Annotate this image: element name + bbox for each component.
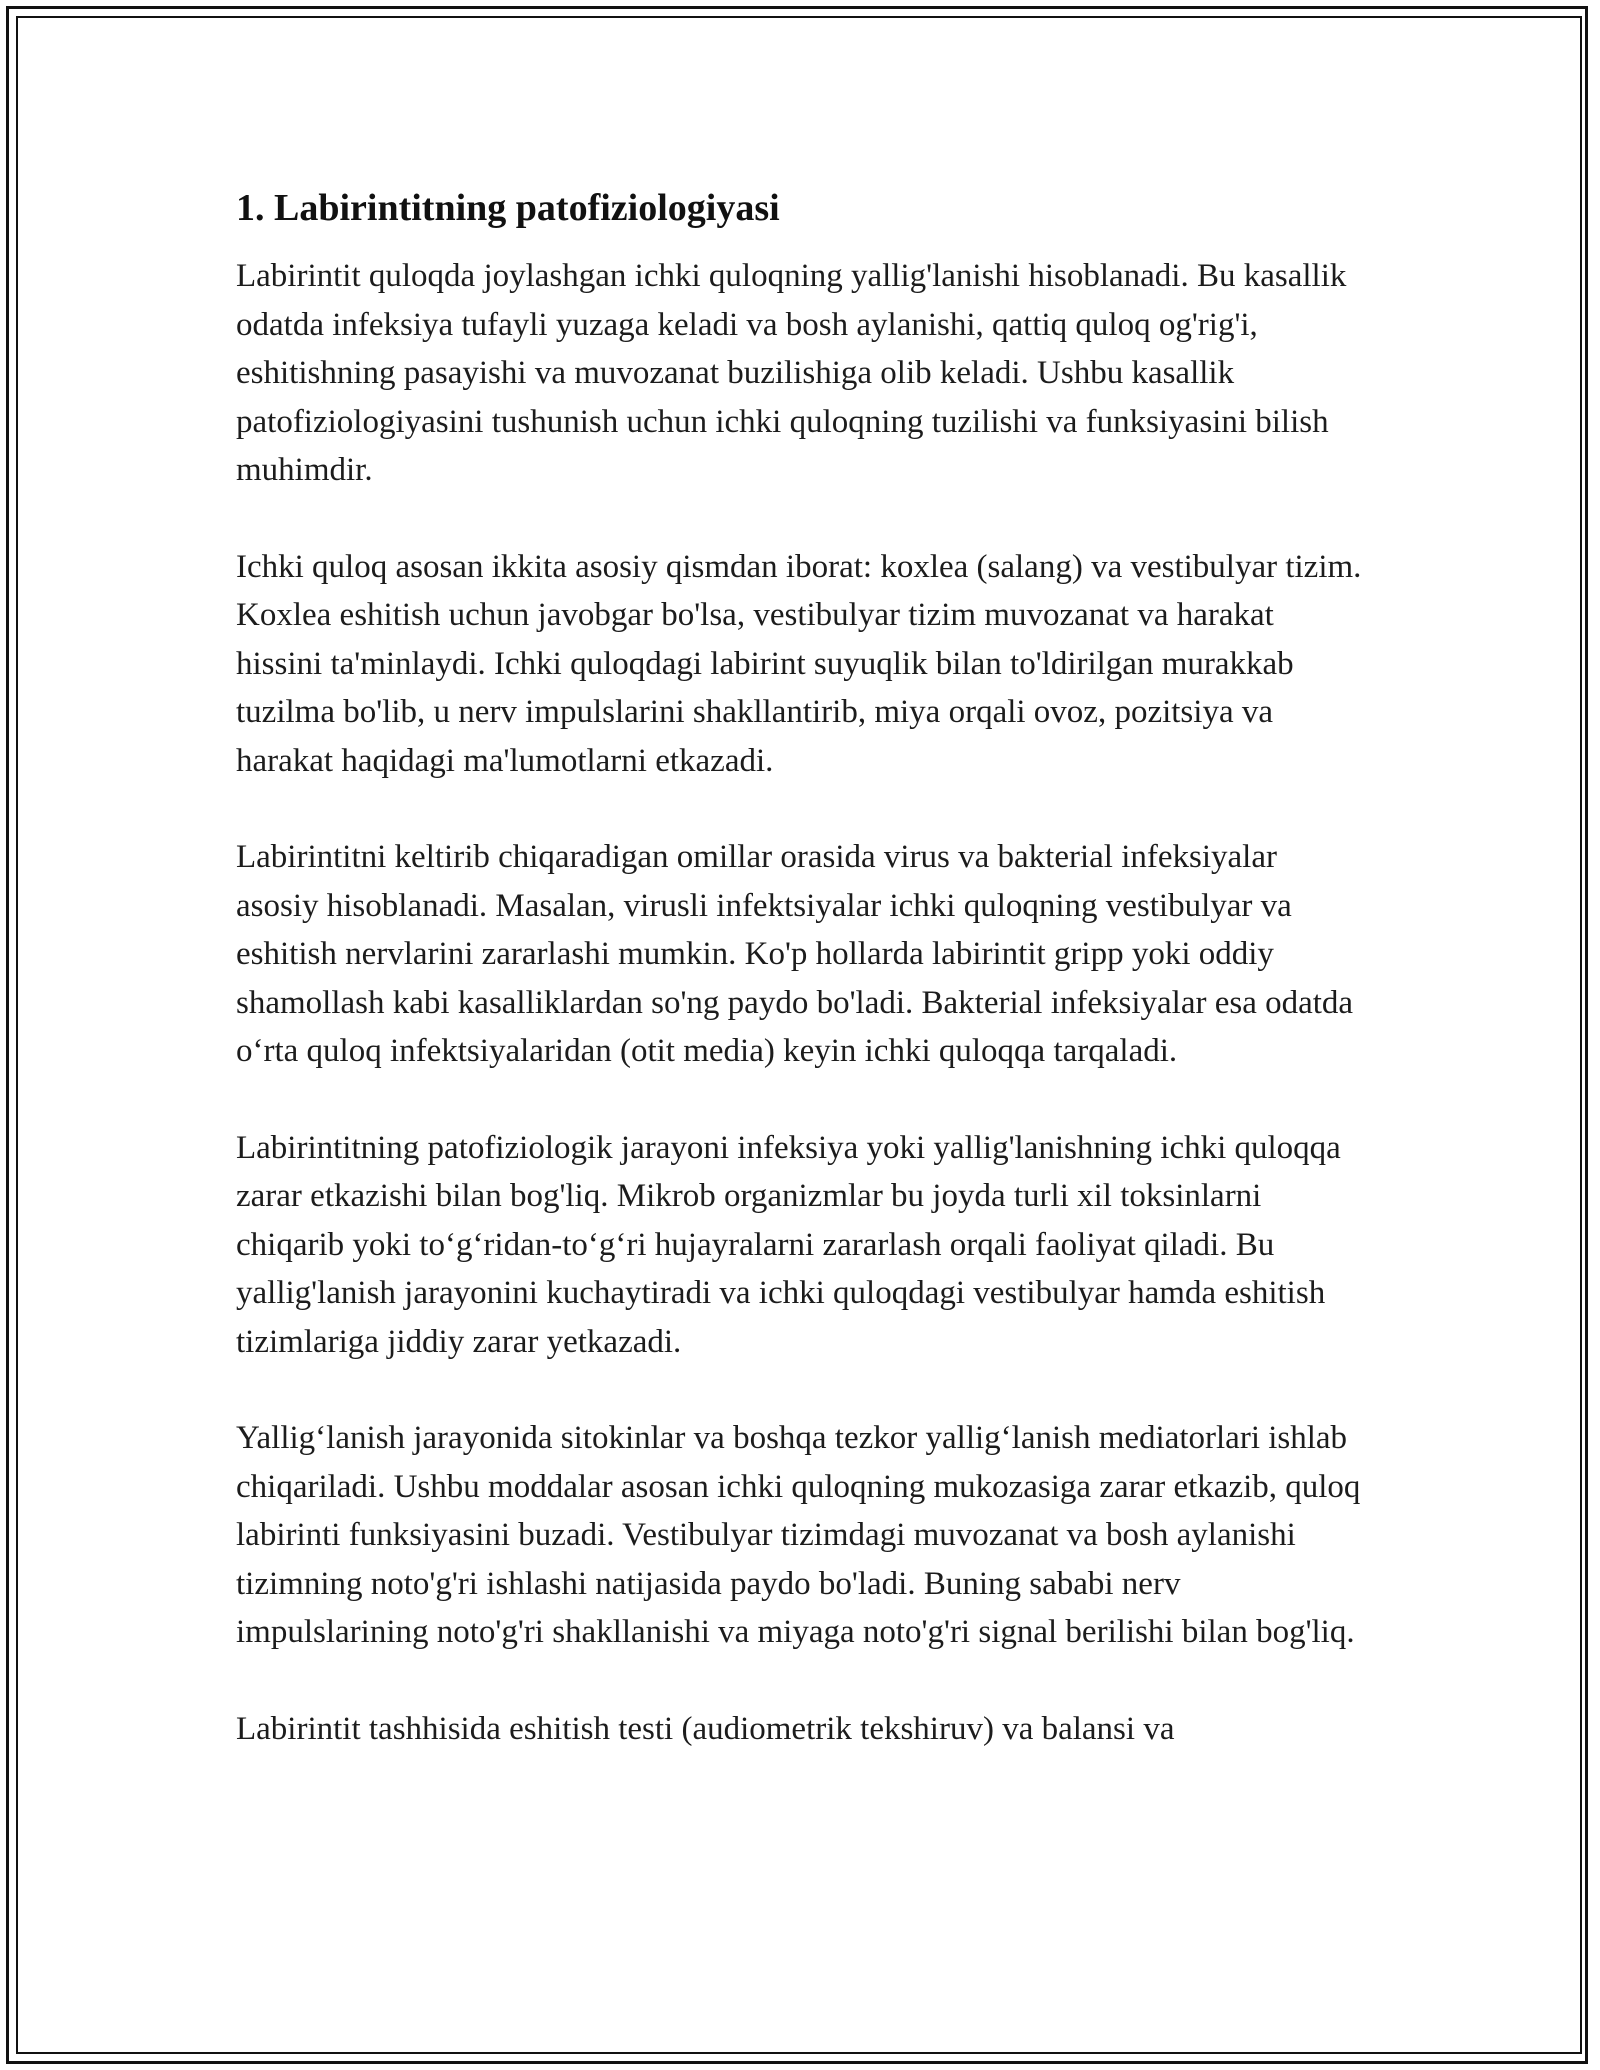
document-body [236, 184, 1366, 1801]
paragraph-6: Labirintit tashhisida eshitish testi (audiometrik tekshiruv) va balansi va [236, 1710, 1175, 1747]
paragraph-2: Ichki quloq asosan ikkita asosiy qismdan iborat: koxlea (salang) va vestibulyar tizim. Koxlea eshitish uchun javobgar bo'lsa, vestibulyar tizim muvozanat va harakat hissini ta'minlaydi. Ichki quloqdagi labirint suyuqlik bilan to'ldirilgan murakkab tuzilma bo'lib, u nerv impulslarini shakllantirib, miya orqali ovoz, pozitsiya va harakat haqidagi ma'lumotlarni etkazadi. [236, 548, 1362, 779]
paragraph-1: Labirintit quloqda joylashgan ichki quloqning yallig'lanishi hisoblanadi. Bu kasallik odatda infeksiya tufayli yuzaga keladi va bosh aylanishi, qattiq quloq og'rig'i, eshitishning pasayishi va muvozanat buzilishiga olib keladi. Ushbu kasallik patofiziologiyasini tushunish uchun ichki quloqning tuzilishi va funksiyasini bilish muhimdir. [236, 258, 1347, 488]
paragraph-3: Labirintitni keltirib chiqaradigan omillar orasida virus va bakterial infeksiyalar asosiy hisoblanadi. Masalan, virusli infektsiyalar ichki quloqning vestibulyar va eshitish nervlarini zararlashi mumkin. Ko'p hollarda labirintit gripp yoki oddiy shamollash kabi kasalliklardan so'ng paydo bo'ladi. Bakterial infeksiyalar esa odatda o‘rta quloq infektsiyalaridan (otit media) keyin ichki quloqqa tarqaladi. [236, 839, 1354, 1069]
section-heading: 1. Labirintitning patofiziologiyasi [236, 187, 780, 229]
paragraph-4: Labirintitning patofiziologik jarayoni infeksiya yoki yallig'lanishning ichki quloqqa zarar etkazishi bilan bog'liq. Mikrob organizmlar bu joyda turli xil toksinlarni chiqarib yoki to‘g‘ridan-to‘g‘ri hujayralarni zararlash orqali faoliyat qiladi. Bu yallig'lanish jarayonini kuchaytiradi va ichki quloqdagi vestibulyar hamda eshitish tizimlariga jiddiy zarar yetkazadi. [236, 1129, 1341, 1360]
paragraph-5: Yallig‘lanish jarayonida sitokinlar va boshqa tezkor yallig‘lanish mediatorlari ishlab chiqariladi. Ushbu moddalar asosan ichki quloqning mukozasiga zarar etkazib, quloq labirinti funksiyasini buzadi. Vestibulyar tizimdagi muvozanat va bosh aylanishi tizimning noto'g'ri ishlashi natijasida paydo bo'ladi. Buning sababi nerv impulslarining noto'g'ri shakllanishi va miyaga noto'g'ri signal berilishi bilan bog'liq. [236, 1420, 1361, 1650]
